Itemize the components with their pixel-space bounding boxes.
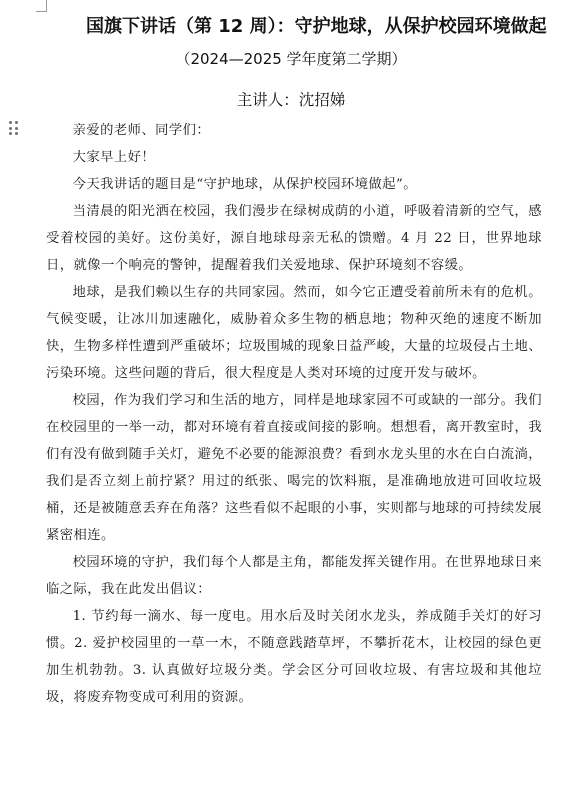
greeting-paragraph: 大家早上好！ [72, 150, 156, 165]
page-corner-mark [36, 0, 47, 12]
topic-paragraph: 今天我讲话的题目是“守护地球，从保护校园环境做起”。 [72, 177, 418, 192]
body-paragraph: 当清晨的阳光洒在校园，我们漫步在绿树成荫的小道，呼吸着清新的空气，感受着校园的美好。这份美好，源自地球母亲无私的馈赠。4 月 22 日，世界地球日，就像一个响亮的警钟，提醒着我们关爱地球、保护环境刻不容缓。 [46, 204, 542, 273]
proposal-list-paragraph: 1. 节约每一滴水、每一度电。用水后及时关闭水龙头，养成随手关灯的好习惯。2. 爱护校园里的一草一木，不随意践踏草坪，不攀折花木，让校园的绿色更加生机勃勃。3. 认真做好垃圾分类。学会区分可回收垃圾、有害垃圾和其他垃圾，将废弃物变成可利用的资源。 [46, 609, 542, 705]
body-paragraph: 校园环境的守护，我们每个人都是主角，都能发挥关键作用。在世界地球日来临之际，我在此发出倡议： [46, 555, 542, 597]
body-paragraph: 校园，作为我们学习和生活的地方，同样是地球家园不可或缺的一部分。我们在校园里的一举一动，都对环境有着直接或间接的影响。想想看，离开教室时，我们有没有做到随手关灯，避免不必要的能源浪费？看到水龙头里的水在白白流淌，我们是否立刻上前拧紧？用过的纸张、喝完的饮料瓶，是准确地放进可回收垃圾桶，还是被随意丢弃在角落？这些看似不起眼的小事，实则都与地球的可持续发展紧密相连。 [46, 393, 542, 543]
salutation-paragraph: 亲爱的老师、同学们： [72, 123, 211, 138]
document-title: 国旗下讲话（第 12 周）：守护地球，从保护校园环境做起 [86, 16, 547, 37]
drag-handle-icon[interactable] [9, 121, 19, 135]
body-paragraph: 地球，是我们赖以生存的共同家园。然而，如今它正遭受着前所未有的危机。气候变暖，让冰川加速融化，威胁着众多生物的栖息地；物种灭绝的速度不断加快，生物多样性遭到严重破坏；垃圾围城的现象日益严峻，大量的垃圾侵占土地、污染环境。这些问题的背后，很大程度是人类对环境的过度开发与破坏。 [46, 285, 542, 381]
speaker-line: 主讲人：沈招娣 [236, 91, 346, 109]
document-body [46, 117, 542, 711]
document-subtitle: （2024—2025 学年度第二学期） [175, 50, 407, 68]
